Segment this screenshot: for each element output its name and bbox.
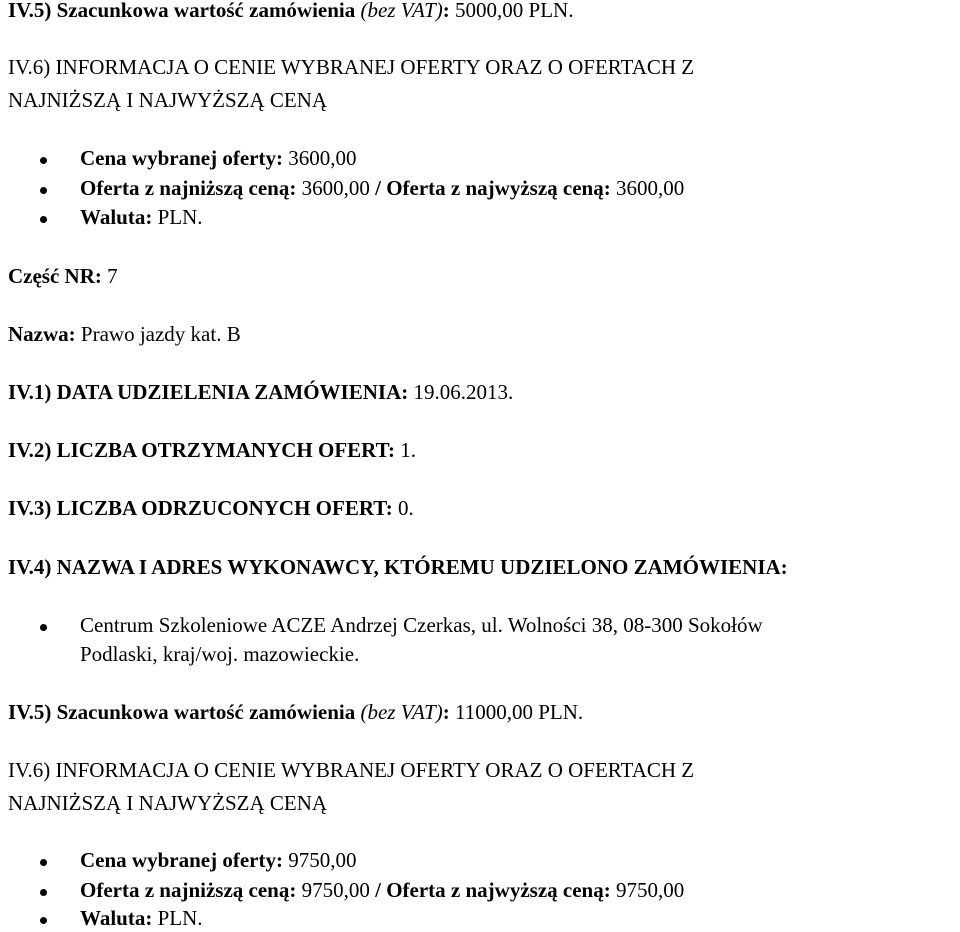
estimated-value-label: IV.5) Szacunkowa wartość zamówienia (8, 700, 356, 724)
estimated-value-vat-note: (bez VAT) (360, 700, 443, 724)
selected-price-item (80, 146, 356, 170)
bullet-icon (40, 624, 47, 631)
estimated-value-label: IV.5) Szacunkowa wartość zamówienia (8, 0, 356, 22)
bullet-icon (40, 187, 47, 194)
offers-received-label: IV.2) LICZBA OTRZYMANYCH OFERT: (8, 438, 396, 462)
currency-label: Waluta: (80, 205, 153, 229)
currency-item (80, 205, 203, 229)
selected-price-label: Cena wybranej oferty: (80, 146, 283, 170)
price-info-heading-line1: IV.6) INFORMACJA O CENIE WYBRANEJ OFERTY ORAZ O OFERTACH Z (8, 55, 695, 79)
lowest-price-label: Oferta z najniższą ceną: (80, 878, 297, 902)
award-date-line (8, 380, 513, 404)
offers-rejected-label: IV.3) LICZBA ODRZUCONYCH OFERT: (8, 496, 393, 520)
currency-label: Waluta: (80, 906, 153, 930)
award-date-value: 19.06.2013. (408, 380, 514, 404)
part-number-value: 7 (101, 264, 118, 288)
price-separator: / (375, 176, 381, 200)
estimated-value-amount: 5000,00 PLN. (449, 0, 574, 22)
offers-received-value: 1. (395, 438, 417, 462)
price-info-heading-line1-2: IV.6) INFORMACJA O CENIE WYBRANEJ OFERTY ORAZ O OFERTACH Z (8, 758, 695, 782)
bullet-icon (40, 216, 47, 223)
highest-price-value: 3600,00 (610, 176, 685, 200)
contractor-line1: Centrum Szkoleniowe ACZE Andrzej Czerkas, ul. Wolności 38, 08-300 Sokołów (80, 613, 763, 637)
price-range-item-2 (80, 878, 684, 902)
price-info-heading-line2: NAJNIŻSZĄ I NAJWYŻSZĄ CENĄ (8, 88, 328, 112)
offers-rejected-line (8, 496, 414, 520)
part-number-line (8, 264, 118, 288)
highest-price-value: 9750,00 (610, 878, 685, 902)
contractor-heading (8, 555, 788, 579)
estimated-value-colon: : (442, 0, 450, 22)
currency-item-2 (80, 906, 203, 930)
award-date-label: IV.1) DATA UDZIELENIA ZAMÓWIENIA: (8, 380, 409, 404)
lowest-price-label: Oferta z najniższą ceną: (80, 176, 297, 200)
contractor-line2: Podlaski, kraj/woj. mazowieckie. (80, 642, 360, 666)
price-info-heading-line2-2: NAJNIŻSZĄ I NAJWYŻSZĄ CENĄ (8, 791, 328, 815)
highest-price-label: Oferta z najwyższą ceną: (380, 878, 611, 902)
selected-price-item-2 (80, 848, 356, 872)
currency-value: PLN. (152, 906, 203, 930)
price-range-item (80, 176, 684, 200)
price-separator: / (375, 878, 381, 902)
contractor-heading-label: IV.4) NAZWA I ADRES WYKONAWCY, KTÓREMU UDZIELONO ZAMÓWIENIA: (8, 555, 788, 579)
currency-value: PLN. (152, 205, 203, 229)
estimated-value-line-2 (8, 700, 583, 724)
bullet-icon (40, 157, 47, 164)
offers-rejected-value: 0. (392, 496, 414, 520)
bullet-icon (40, 859, 47, 866)
lowest-price-value: 9750,00 (296, 878, 376, 902)
bullet-icon (40, 917, 47, 924)
offers-received-line (8, 438, 416, 462)
selected-price-label: Cena wybranej oferty: (80, 848, 283, 872)
part-name-line (8, 322, 241, 346)
estimated-value-colon: : (442, 700, 450, 724)
part-name-label: Nazwa: (8, 322, 76, 346)
selected-price-value: 3600,00 (282, 146, 357, 170)
estimated-value-line (8, 0, 573, 22)
part-name-value: Prawo jazdy kat. B (75, 322, 241, 346)
bullet-icon (40, 889, 47, 896)
lowest-price-value: 3600,00 (296, 176, 376, 200)
highest-price-label: Oferta z najwyższą ceną: (380, 176, 611, 200)
part-number-label: Część NR: (8, 264, 102, 288)
estimated-value-vat-note: (bez VAT) (360, 0, 443, 22)
estimated-value-amount: 11000,00 PLN. (449, 700, 584, 724)
selected-price-value: 9750,00 (282, 848, 357, 872)
